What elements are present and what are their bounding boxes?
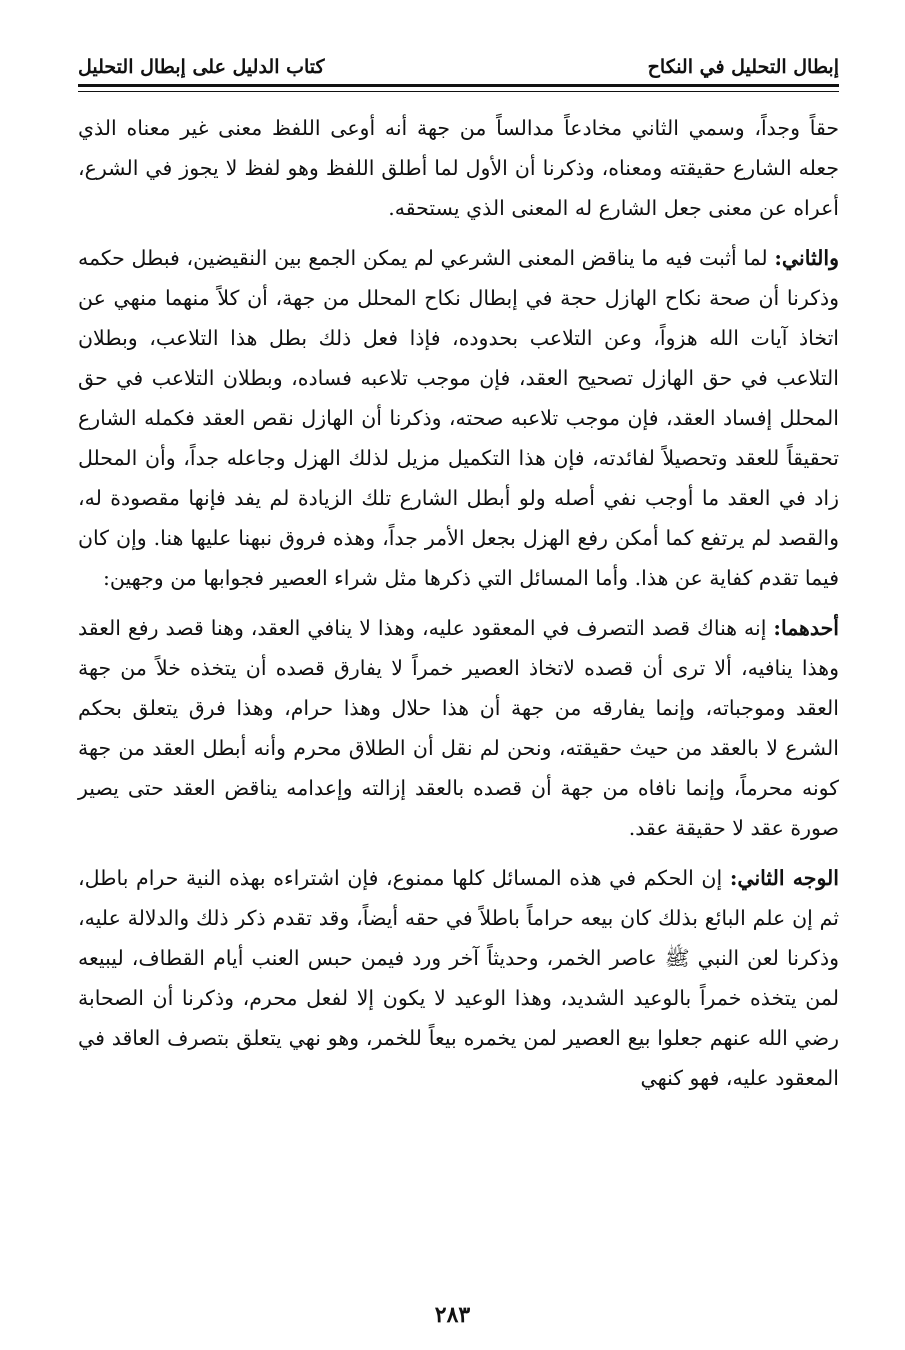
header-rule-thick	[78, 84, 839, 87]
paragraph-2	[78, 238, 839, 598]
paragraph-lead: أحدهما:	[773, 616, 839, 640]
paragraph-text: لما أثبت فيه ما يناقض المعنى الشرعي لم يمكن الجمع بين النقيضين، فبطل حكمه وذكرنا أن صحة نكاح الهازل حجة في إبطال نكاح المحلل من جهة، أن كلاً منهما منهي عن اتخاذ آيات الله هزواً، وعن التلاعب بحدوده، فإذا فعل ذلك بطل هذا التلاعب، وبطلان التلاعب في حق الهازل تصحيح العقد، فإن موجب تلاعبه فساده، وبطلان التلاعب في حق المحلل إفساد العقد، فإن موجب تلاعبه صحته، وذكرنا أن الهازل نقص العقد فكمله الشارع تحقيقاً للعقد وتحصيلاً لفائدته، فإن هذا التكميل مزيل لذلك الهزل وجاعله جداً، وأن المحلل زاد في العقد ما أوجب نفي أصله ولو أبطل الشارع تلك الزيادة لم يفد فإنها مقصودة له، والقصد لم يرتفع كما أمكن رفع الهزل بجعل الأمر جداً، وهذه فروق نبهنا عليها هنا. وإن كان فيما تقدم كفاية عن هذا. وأما المسائل التي ذكرها مثل شراء العصير فجوابها من وجهين:	[78, 246, 839, 590]
book-title: إبطال التحليل في النكاح	[647, 56, 839, 78]
header-rule-thin	[78, 91, 839, 92]
paragraph-4	[78, 858, 839, 1098]
paragraph-1	[78, 108, 839, 228]
paragraph-lead: والثاني:	[774, 246, 839, 270]
paragraph-text: إنه هناك قصد التصرف في المعقود عليه، وهذا لا ينافي العقد، وهنا قصد رفع العقد وهذا ينافيه، ألا ترى أن قصده لاتخاذ العصير خمراً لا يفارق قصده أن يتخذه خلاً من جهة العقد وموجباته، وإنما يفارقه من جهة أن هذا حلال وهذا حرام، وهذا فرق يتعلق بحكم الشرع لا بالعقد من حيث حقيقته، ونحن لم نقل أن الطلاق محرم وأنه أبطل العقد من جهة كونه محرماً، وإنما نافاه من جهة أن قصده بالعقد إزالته وإعدامه يناقض العقد حتى يصير صورة عقد لا حقيقة عقد.	[78, 616, 839, 840]
paragraph-text: إن الحكم في هذه المسائل كلها ممنوع، فإن اشتراءه بهذه النية حرام باطل، ثم إن علم البائع بذلك كان بيعه حراماً باطلاً في حقه أيضاً، وقد تقدم ذكر ذلك والدلالة عليه، وذكرنا لعن النبي ﷺ عاصر الخمر، وحديثاً آخر ورد فيمن حبس العنب أيام القطاف، ليبيعه لمن يتخذه خمراً بالوعيد الشديد، وهذا الوعيد لا يكون إلا لفعل محرم، وذكرنا أن الصحابة رضي الله عنهم جعلوا بيع العصير لمن يخمره بيعاً للخمر، وهو نهي يتعلق بتصرف العاقد في المعقود عليه، فهو كنهي	[78, 866, 839, 1090]
running-header	[78, 52, 839, 88]
page-number: ٢٨٣	[434, 1302, 471, 1328]
paragraph-text: حقاً وجداً، وسمي الثاني مخادعاً مدالساً من جهة أنه أوعى اللفظ معنى غير معناه الذي جعله الشارع حقيقته ومعناه، وذكرنا أن الأول لما أطلق اللفظ وهو لفظ لا يجوز في الشرع، أعراه عن معنى جعل الشارع له المعنى الذي يستحقه.	[78, 116, 839, 220]
paragraph-3	[78, 608, 839, 848]
page-body	[78, 108, 839, 1108]
paragraph-lead: الوجه الثاني:	[729, 866, 839, 890]
chapter-title: كتاب الدليل على إبطال التحليل	[78, 56, 325, 78]
